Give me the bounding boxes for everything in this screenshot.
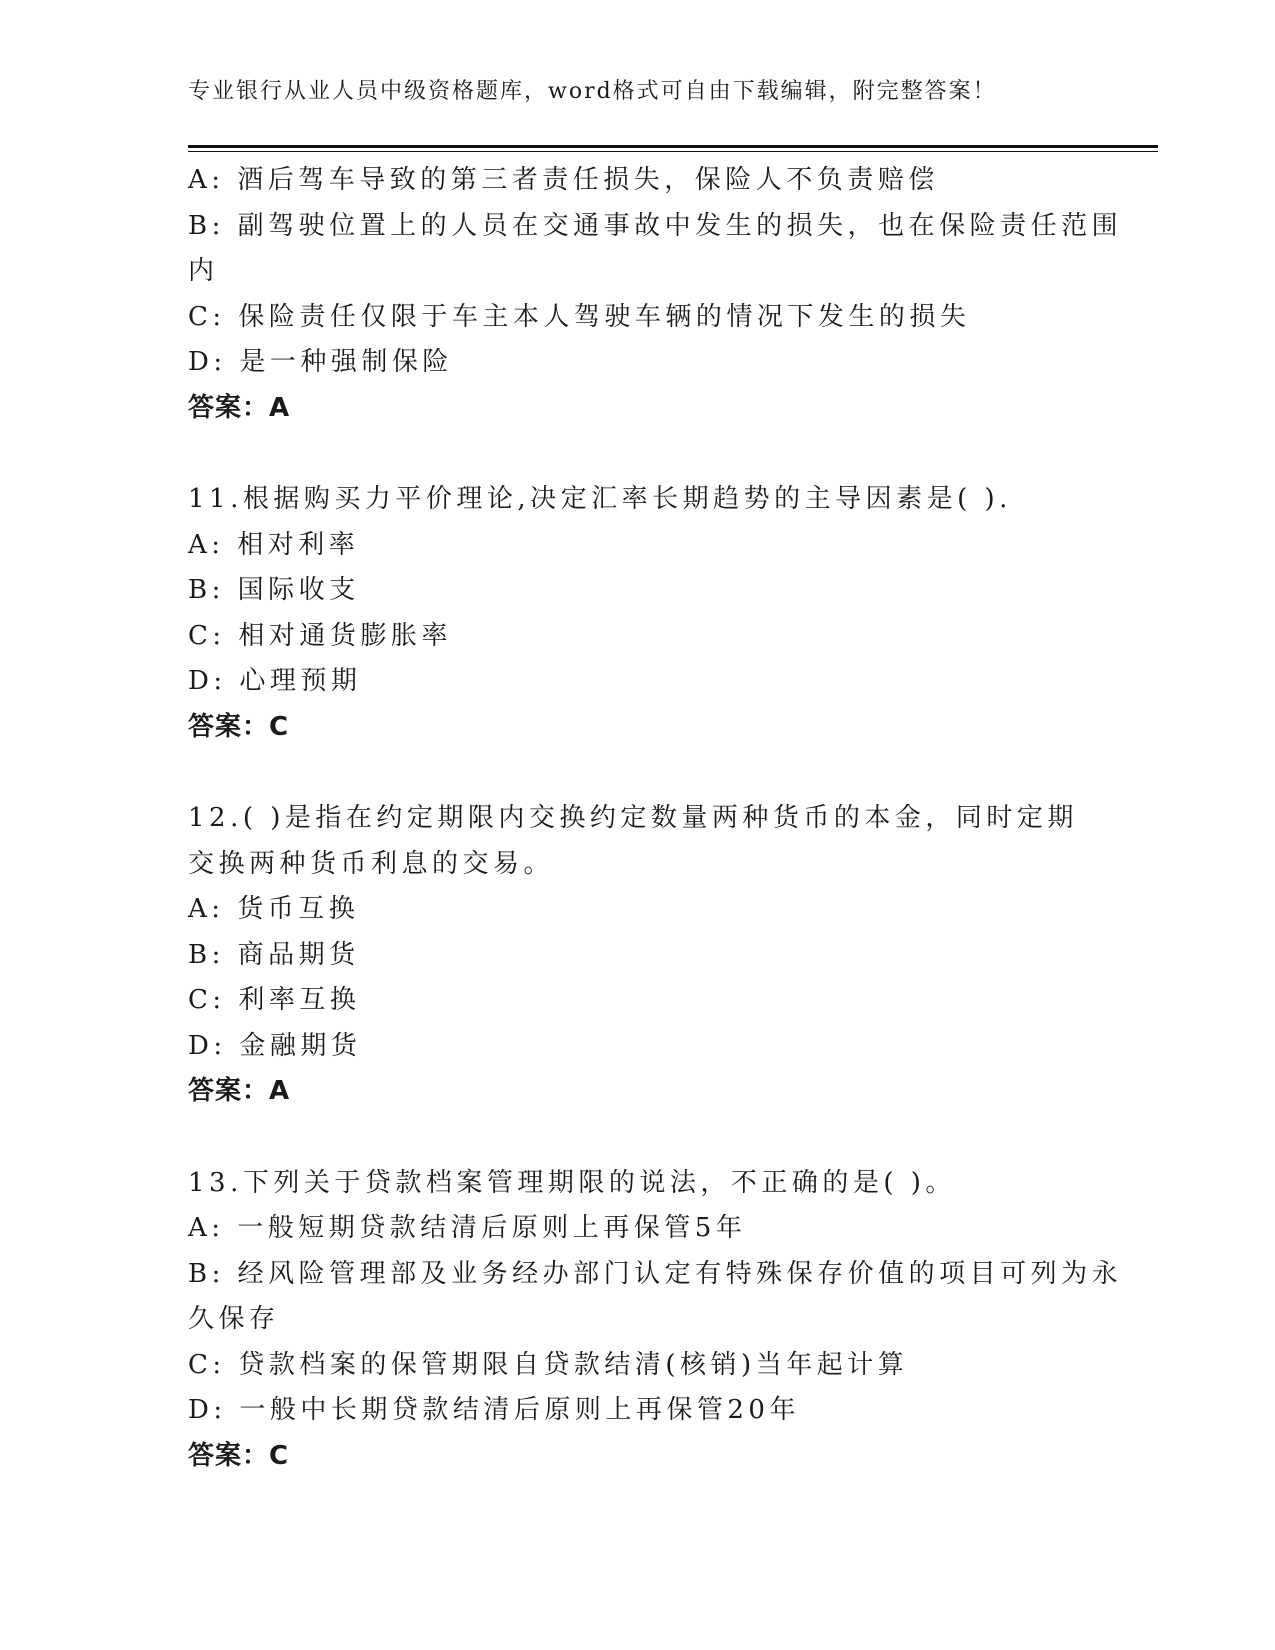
answer: 答案：A — [188, 392, 291, 423]
question-10 — [188, 158, 1123, 431]
question-12 — [188, 796, 1088, 1115]
option-c: C: 贷款档案的保管期限自贷款结清(核销)当年起计算 — [188, 1349, 909, 1380]
option-c: C: 保险责任仅限于车主本人驾驶车辆的情况下发生的损失 — [188, 301, 971, 332]
option-d: D: 心理预期 — [188, 666, 362, 696]
option-b: B: 国际收支 — [188, 575, 360, 605]
option-b: B: 经风险管理部及业务经办部门认定有特殊保存价值的项目可列为永 — [188, 1258, 1123, 1289]
option-b-continued: 内 — [188, 256, 219, 286]
option-a: A: 相对利率 — [188, 529, 360, 560]
option-c: C: 利率互换 — [188, 985, 361, 1015]
question-13 — [188, 1161, 1123, 1480]
question-text-continued: 交换两种货币利息的交易。 — [188, 848, 555, 879]
option-d: D: 是一种强制保险 — [188, 347, 453, 377]
header-rule-thin — [188, 151, 1158, 152]
page-header: 专业银行从业人员中级资格题库，word格式可自由下载编辑，附完整答案！ — [188, 79, 997, 104]
option-b-continued: 久保存 — [188, 1304, 280, 1334]
question-list — [188, 158, 1123, 1479]
option-b: B: 副驾驶位置上的人员在交通事故中发生的损失，也在保险责任范围 — [188, 210, 1123, 241]
option-a: A: 酒后驾车导致的第三者责任损失，保险人不负责赔偿 — [188, 165, 939, 195]
header-rule-thick — [188, 145, 1158, 148]
answer: 答案：C — [188, 711, 290, 742]
question-text: 13.下列关于贷款档案管理期限的说法，不正确的是( )。 — [188, 1167, 956, 1198]
option-c: C: 相对通货膨胀率 — [188, 620, 452, 651]
option-a: A: 一般短期贷款结清后原则上再保管5年 — [188, 1213, 747, 1243]
option-a: A: 货币互换 — [188, 894, 360, 924]
question-text: 12.( )是指在约定期限内交换约定数量两种货币的本金，同时定期 — [188, 803, 1078, 833]
answer: 答案：C — [188, 1440, 290, 1471]
question-text: 11.根据购买力平价理论,决定汇率长期趋势的主导因素是( ). — [188, 484, 1012, 514]
option-b: B: 商品期货 — [188, 939, 360, 970]
option-d: D: 金融期货 — [188, 1030, 362, 1061]
answer: 答案：A — [188, 1076, 291, 1106]
question-11 — [188, 477, 1088, 750]
option-d: D: 一般中长期贷款结清后原则上再保管20年 — [188, 1395, 800, 1425]
